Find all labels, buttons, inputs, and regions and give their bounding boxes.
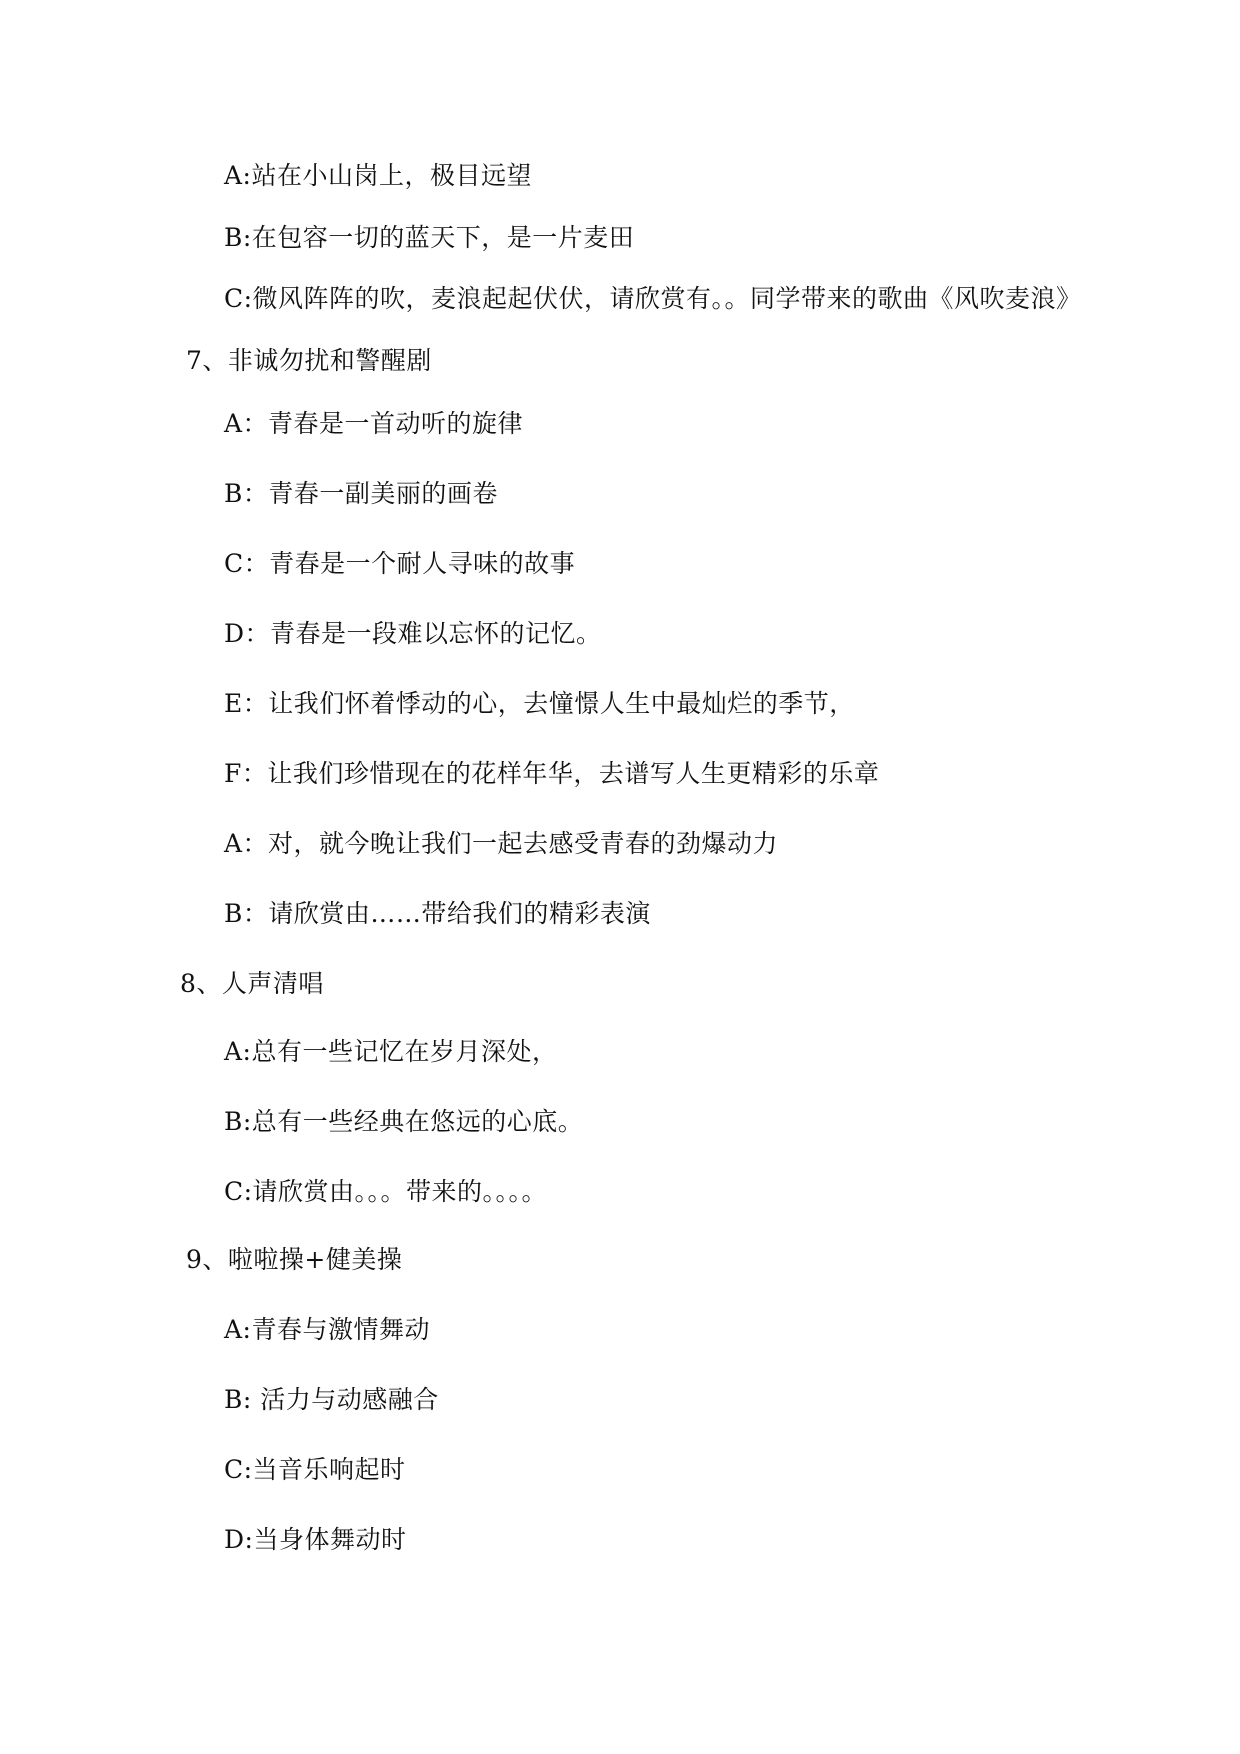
section-9-title: 9、啦啦操+健美操 [186,1245,403,1274]
s7-line-b2: B：请欣赏由……带给我们的精彩表演 [224,899,651,928]
s6-line-a: A:站在小山岗上，极目远望 [224,161,532,190]
s9-line-b: B: 活力与动感融合 [224,1385,439,1414]
section-8-title: 8、人声清唱 [180,969,324,998]
section-7-title: 7、非诚勿扰和警醒剧 [186,346,432,375]
s6-line-c: C:微风阵阵的吹，麦浪起起伏伏，请欣赏有。。同学带来的歌曲《风吹麦浪》 [224,284,1082,313]
s8-line-b: B:总有一些经典在悠远的心底。 [224,1107,584,1136]
s6-line-b: B:在包容一切的蓝天下，是一片麦田 [224,223,635,252]
s7-line-e: E：让我们怀着悸动的心，去憧憬人生中最灿烂的季节， [224,689,855,718]
s8-line-a: A:总有一些记忆在岁月深处， [224,1037,558,1066]
s9-line-a: A:青春与激情舞动 [224,1315,430,1344]
s9-line-d: D:当身体舞动时 [224,1525,407,1554]
s7-line-c: C：青春是一个耐人寻味的故事 [224,549,576,578]
s7-line-a: A：青春是一首动听的旋律 [224,409,524,438]
s7-line-f: F：让我们珍惜现在的花样年华，去谱写人生更精彩的乐章 [224,759,880,788]
s8-line-c: C:请欣赏由。。。带来的。。。。 [224,1177,548,1206]
s7-line-b: B：青春一副美丽的画卷 [224,479,498,508]
s9-line-c: C:当音乐响起时 [224,1455,406,1484]
s7-line-d: D：青春是一段难以忘怀的记忆。 [224,619,602,648]
s7-line-a2: A：对，就今晚让我们一起去感受青春的劲爆动力 [224,829,779,858]
